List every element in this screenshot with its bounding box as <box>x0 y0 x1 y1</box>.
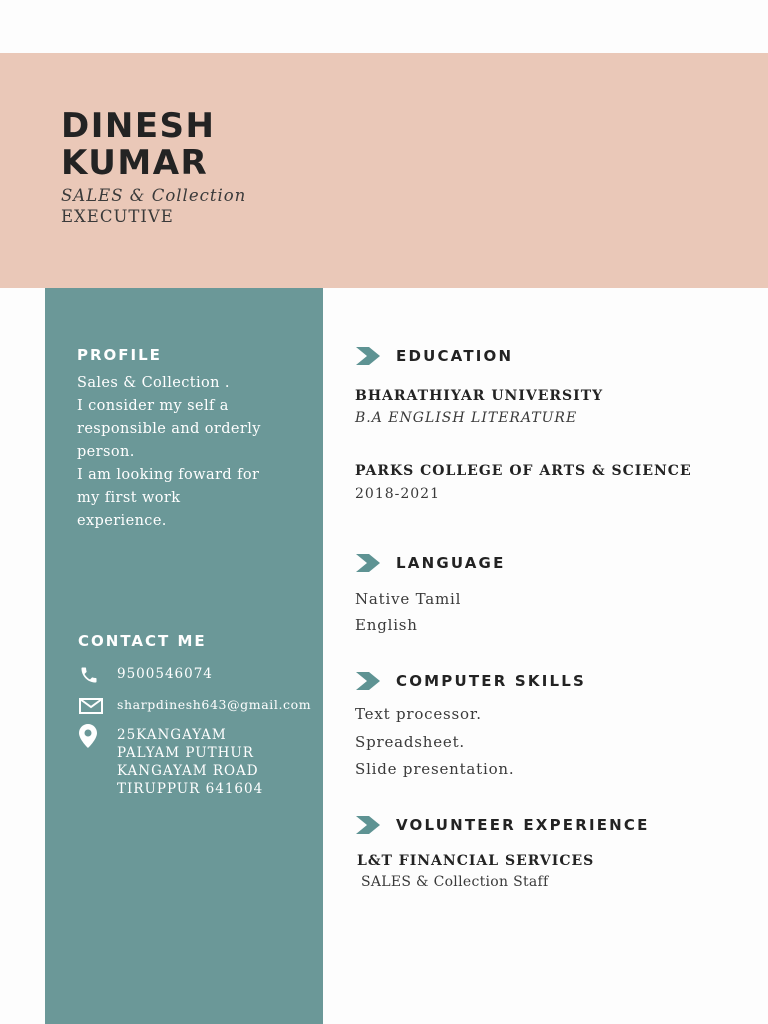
volunteer-heading-label: VOLUNTEER EXPERIENCE <box>396 816 650 834</box>
profile-heading: PROFILE <box>77 346 162 364</box>
contact-heading: CONTACT ME <box>78 632 207 650</box>
candidate-name <box>61 108 216 182</box>
address-line: KANGAYAM ROAD <box>117 763 259 779</box>
education-degree: B.A ENGLISH LITERATURE <box>355 410 578 426</box>
chevron-arrow-icon <box>356 672 382 690</box>
skill-item: Slide presentation. <box>355 760 515 778</box>
education-heading <box>356 347 513 365</box>
profile-line: I am looking foward for <box>77 467 260 483</box>
address-line: PALYAM PUTHUR <box>117 745 254 761</box>
email-address[interactable]: sharpdinesh643@gmail.com <box>117 697 312 712</box>
contact-phone <box>79 665 213 685</box>
computer-skills-heading-label: COMPUTER SKILLS <box>396 672 587 690</box>
volunteer-heading <box>356 816 650 834</box>
skill-item: Text processor. <box>355 705 482 723</box>
profile-line: my first work <box>77 490 181 506</box>
phone-number[interactable]: 9500546074 <box>117 666 213 682</box>
education-institution: BHARATHIYAR UNIVERSITY <box>355 388 604 404</box>
profile-line: responsible and orderly <box>77 421 261 437</box>
contact-address <box>79 726 263 798</box>
name-first: DINESH <box>61 106 216 146</box>
location-pin-icon <box>79 726 105 746</box>
language-heading <box>356 554 506 572</box>
address-line: TIRUPPUR 641604 <box>117 781 264 797</box>
address <box>117 726 263 798</box>
volunteer-role: SALES & Collection Staff <box>361 874 549 890</box>
chevron-arrow-icon <box>356 554 382 572</box>
profile-line: person. <box>77 444 135 460</box>
education-heading-label: EDUCATION <box>396 347 514 365</box>
job-title <box>61 185 246 227</box>
language-heading-label: LANGUAGE <box>396 554 506 572</box>
education-institution: PARKS COLLEGE OF ARTS & SCIENCE <box>355 463 692 479</box>
chevron-arrow-icon <box>356 347 382 365</box>
phone-icon <box>79 665 105 685</box>
chevron-arrow-icon <box>356 816 382 834</box>
contact-email <box>79 696 311 716</box>
skill-item: Spreadsheet. <box>355 733 465 751</box>
education-years: 2018-2021 <box>355 486 440 502</box>
language-item: Native Tamil <box>355 590 462 608</box>
sidebar <box>45 288 323 1024</box>
address-line: 25KANGAYAM <box>117 727 227 743</box>
profile-text <box>77 372 312 533</box>
profile-line: experience. <box>77 513 167 529</box>
language-item: English <box>355 616 418 634</box>
volunteer-organization: L&T FINANCIAL SERVICES <box>357 853 595 869</box>
job-title-line2: EXECUTIVE <box>61 207 174 226</box>
profile-line: I consider my self a <box>77 398 229 414</box>
job-title-line1: SALES & Collection <box>61 186 247 205</box>
computer-skills-heading <box>356 672 586 690</box>
name-last: KUMAR <box>61 143 209 183</box>
profile-line: Sales & Collection . <box>77 375 230 391</box>
mail-icon <box>79 696 105 716</box>
